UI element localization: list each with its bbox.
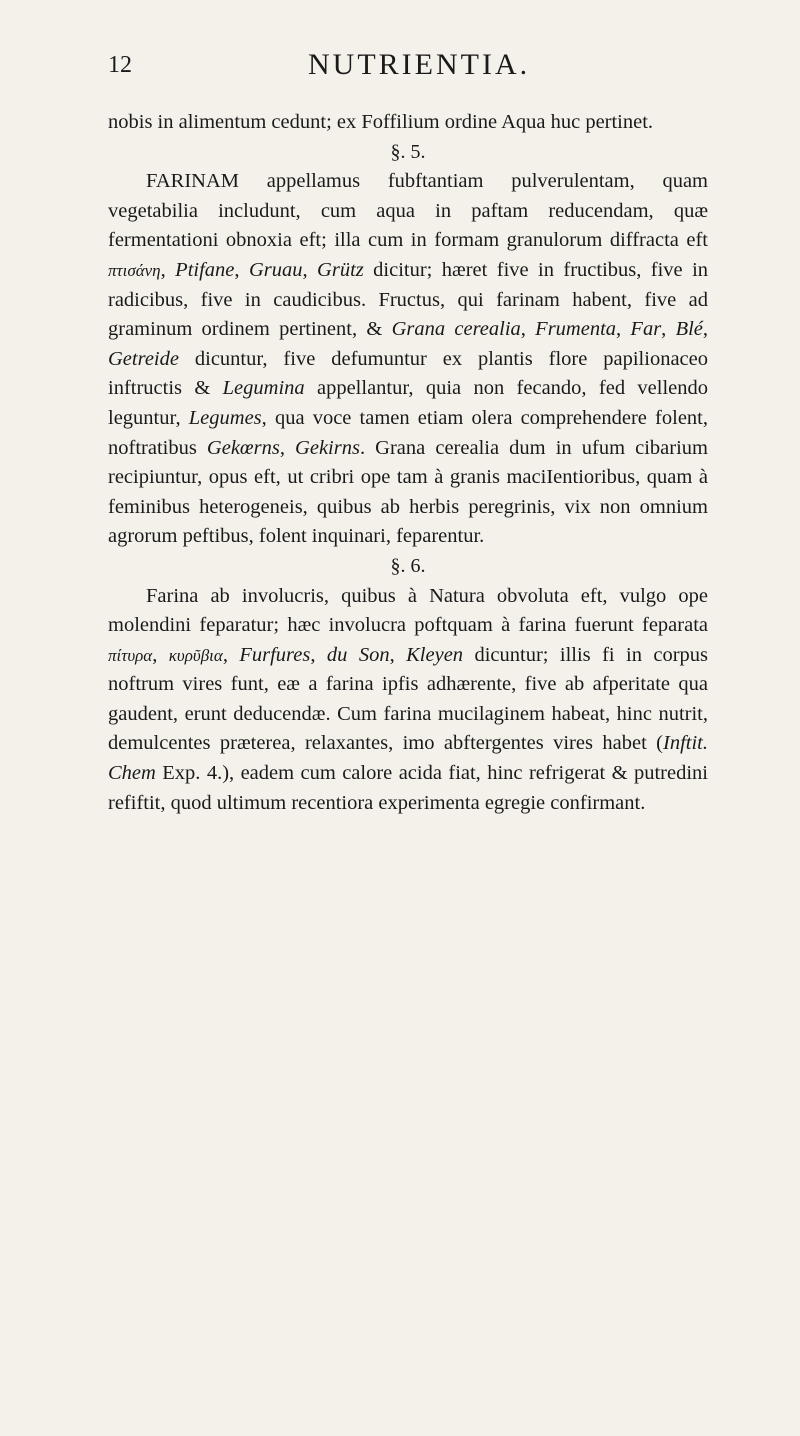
body-text bbox=[108, 108, 708, 818]
text-run: Farina ab involucris, quibus à Natura obvoluta eft, vulgo ope molendini feparatur; hæc involucra poftquam à farina fuerunt feparata bbox=[108, 584, 708, 637]
text-run: . Grana cerealia dum in ufum cibarium recipiuntur, opus eft, ut cribri ope tam à granis maciIentioribus, quam à feminibus heterogeneis, quibus ab herbis peregrinis, vix non omnium agrorum peftibus, folent inquinari, feparentur. bbox=[108, 436, 708, 548]
text-run: FARINAM appellamus fubftantiam pulverulentam, quam vegetabilia includunt, cum aqua in paftam reducendam, quæ fermentationi obnoxia eft; illa cum in formam granulorum diffracta eft bbox=[108, 170, 708, 252]
paragraph-farina bbox=[108, 167, 708, 552]
page-number: 12 bbox=[108, 52, 132, 78]
text-run: , bbox=[279, 436, 296, 459]
italic-term: Grana cerealia bbox=[391, 318, 521, 341]
text-run: dicuntur, five defumuntur ex plantis flore papilionaceo inftructis & bbox=[108, 347, 708, 400]
text-run: , bbox=[661, 318, 676, 341]
text-run: , bbox=[152, 643, 169, 666]
italic-term: Ptifane bbox=[175, 258, 235, 281]
text-run: , bbox=[702, 318, 709, 341]
italic-term: Inftit. Chem bbox=[108, 732, 708, 785]
italic-term: Grütz bbox=[317, 258, 364, 281]
paragraph-continuation: nobis in alimentum cedunt; ex Foffilium ordine Aqua huc pertinet. bbox=[108, 111, 654, 133]
text-run: , bbox=[222, 643, 240, 666]
greek-term: πτισάνη bbox=[108, 260, 161, 280]
italic-term: Blé bbox=[675, 318, 703, 341]
text-run: , bbox=[234, 258, 249, 281]
page-header bbox=[108, 48, 708, 88]
greek-term: πίτυρα bbox=[108, 645, 153, 665]
italic-term: Legumina bbox=[222, 377, 305, 400]
italic-term: Legumes bbox=[188, 406, 262, 429]
text-run: dicitur; hæret five in fructibus, five in radicibus, five in caudicibus. Fructus, qui farinam habent, five ad graminum ordinem pertinent, & bbox=[108, 258, 709, 341]
text-run: dicuntur; illis fi in corpus noftrum vires funt, eæ a farina ipfis adhærente, five ab afperitate qua gaudent, erunt deducendæ. Cum farina mucilaginem habeat, hinc nutrit, demulcentes præterea, relaxantes, imo abftergentes vires habet ( bbox=[108, 643, 709, 755]
text-run: , bbox=[160, 258, 176, 281]
text-run: , bbox=[616, 318, 631, 341]
italic-term: du Son bbox=[326, 643, 390, 666]
text-run: , qua voce tamen etiam olera comprehendere folent, noftratibus bbox=[108, 406, 708, 459]
italic-term: Far bbox=[630, 318, 662, 341]
text-run: , bbox=[520, 318, 536, 341]
italic-term: Frumenta bbox=[535, 318, 617, 341]
running-head: NUTRIENTIA. bbox=[308, 48, 531, 81]
section-heading-6: §. 6. bbox=[390, 554, 426, 577]
paragraph-involucra bbox=[108, 582, 708, 819]
italic-term: Gekœrns bbox=[206, 436, 280, 459]
text-run: , bbox=[310, 643, 327, 666]
italic-term: Kleyen bbox=[406, 643, 464, 666]
text-run: , bbox=[302, 258, 318, 281]
text-run: appellantur, quia non fecando, fed vellendo leguntur, bbox=[108, 377, 708, 429]
italic-term: Gekirns bbox=[295, 436, 360, 459]
section-heading-5: §. 5. bbox=[390, 140, 426, 163]
italic-term: Getreide bbox=[108, 347, 179, 370]
text-run: , bbox=[389, 643, 407, 666]
italic-term: Gruau bbox=[248, 258, 303, 281]
italic-term: Furfures bbox=[239, 643, 311, 666]
text-run: Exp. 4.), eadem cum calore acida fiat, hinc refrigerat & putredini refiftit, quod ultimum recentiora experimenta egregie confirmant. bbox=[108, 762, 708, 814]
greek-term: κυρῦβια bbox=[168, 645, 223, 665]
